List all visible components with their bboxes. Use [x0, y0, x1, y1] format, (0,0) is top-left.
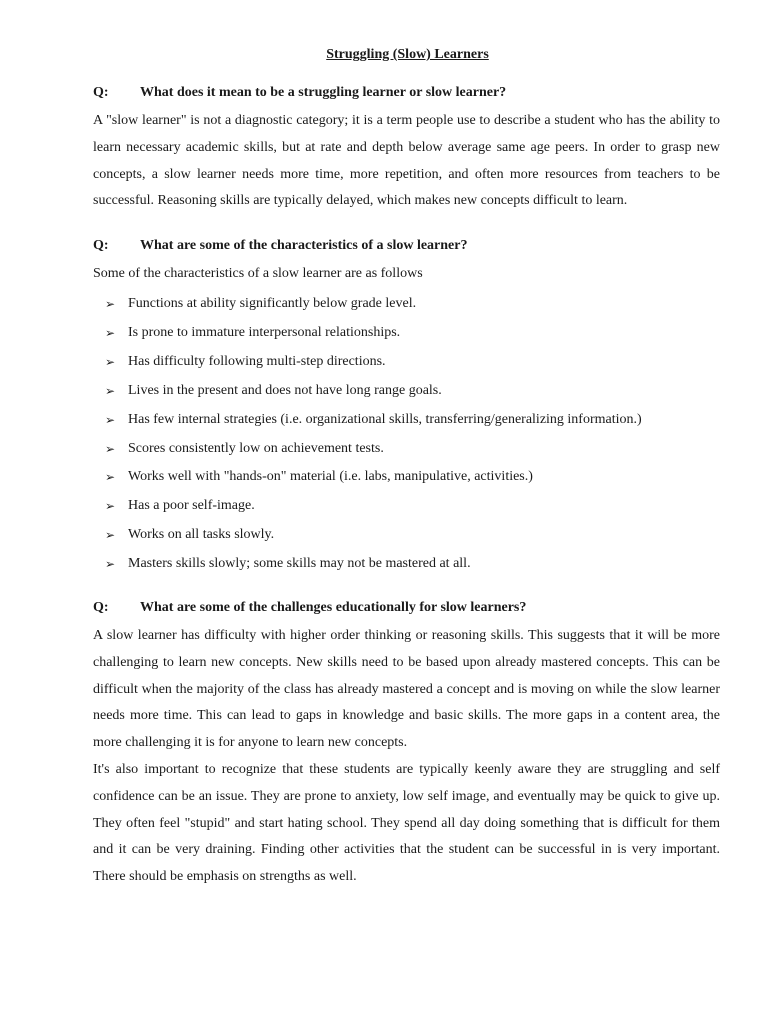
answer-3-paragraph-2: It's also important to recognize that these students are typically keenly aware they are struggling and self confidence can be an issue. They are prone to anxiety, low self image, and eventually may be quick to give up. They often feel "stupid" and start hating school. They spend all day doing something that is difficult for them and it can be very draining. Finding other activities that the student can be successful in is very important. There should be emphasis on strengths as well.	[93, 762, 720, 885]
list-item-text: Is prone to immature interpersonal relationships.	[128, 324, 401, 340]
arrow-bullet-icon: ➢	[105, 499, 116, 514]
arrow-bullet-icon: ➢	[105, 528, 116, 543]
list-item	[105, 290, 720, 319]
question-label: Q:	[93, 600, 109, 616]
answer-1-paragraph: A "slow learner" is not a diagnostic category; it is a term people use to describe a student who has the ability to learn necessary academic skills, but at rate and depth below average same age peers. In order to grasp new concepts, a slow learner needs more time, more repetition, and often more resources from teachers to be successful. Reasoning skills are typically delayed, which makes new concepts difficult to learn.	[93, 113, 720, 209]
list-item-text: Has difficulty following multi-step directions.	[128, 353, 386, 369]
list-item-text: Functions at ability significantly below grade level.	[128, 295, 417, 311]
list-item	[105, 550, 720, 579]
list-item	[105, 435, 720, 464]
list-item	[105, 492, 720, 521]
question-2	[93, 235, 720, 257]
arrow-bullet-icon: ➢	[105, 354, 116, 369]
list-item	[105, 406, 720, 435]
list-item-text: Has a poor self-image.	[128, 498, 255, 514]
arrow-bullet-icon: ➢	[105, 325, 116, 340]
list-item	[105, 463, 720, 492]
arrow-bullet-icon: ➢	[105, 383, 116, 398]
document-title: Struggling (Slow) Learners	[326, 47, 489, 62]
list-item-text: Has few internal strategies (i.e. organizational skills, transferring/generalizing information.)	[128, 411, 642, 427]
characteristics-intro: Some of the characteristics of a slow learner are as follows	[93, 266, 423, 282]
spacer	[93, 215, 720, 235]
spacer	[93, 579, 720, 597]
list-item	[105, 521, 720, 550]
question-label: Q:	[93, 85, 109, 100]
characteristics-list	[93, 290, 720, 579]
list-item	[105, 348, 720, 377]
question-1	[93, 82, 720, 104]
list-item-text: Lives in the present and does not have long range goals.	[128, 382, 442, 398]
list-item	[105, 319, 720, 348]
question-2-text: What are some of the characteristics of a slow learner?	[140, 238, 468, 254]
arrow-bullet-icon: ➢	[105, 296, 116, 311]
arrow-bullet-icon: ➢	[105, 441, 116, 456]
list-item-text: Works on all tasks slowly.	[128, 527, 275, 543]
list-item-text: Scores consistently low on achievement tests.	[128, 440, 384, 456]
arrow-bullet-icon: ➢	[105, 557, 116, 572]
question-3	[93, 597, 720, 619]
question-3-text: What are some of the challenges educationally for slow learners?	[140, 600, 527, 616]
list-item-text: Masters skills slowly; some skills may not be mastered at all.	[128, 556, 471, 572]
list-item	[105, 377, 720, 406]
question-label: Q:	[93, 238, 109, 254]
arrow-bullet-icon: ➢	[105, 470, 116, 485]
arrow-bullet-icon: ➢	[105, 412, 116, 427]
list-item-text: Works well with "hands-on" material (i.e. labs, manipulative, activities.)	[128, 469, 533, 485]
answer-3-paragraph-1: A slow learner has difficulty with higher order thinking or reasoning skills. This suggests that it will be more challenging to learn new concepts. New skills need to be based upon already mastered concepts. This can be difficult when the majority of the class has already mastered a concept and is moving on while the slow learner needs more time. This can lead to gaps in knowledge and basic skills. The more gaps in a content area, the more challenging it is for anyone to learn new concepts.	[93, 628, 720, 751]
question-1-text: What does it mean to be a struggling learner or slow learner?	[140, 85, 507, 100]
